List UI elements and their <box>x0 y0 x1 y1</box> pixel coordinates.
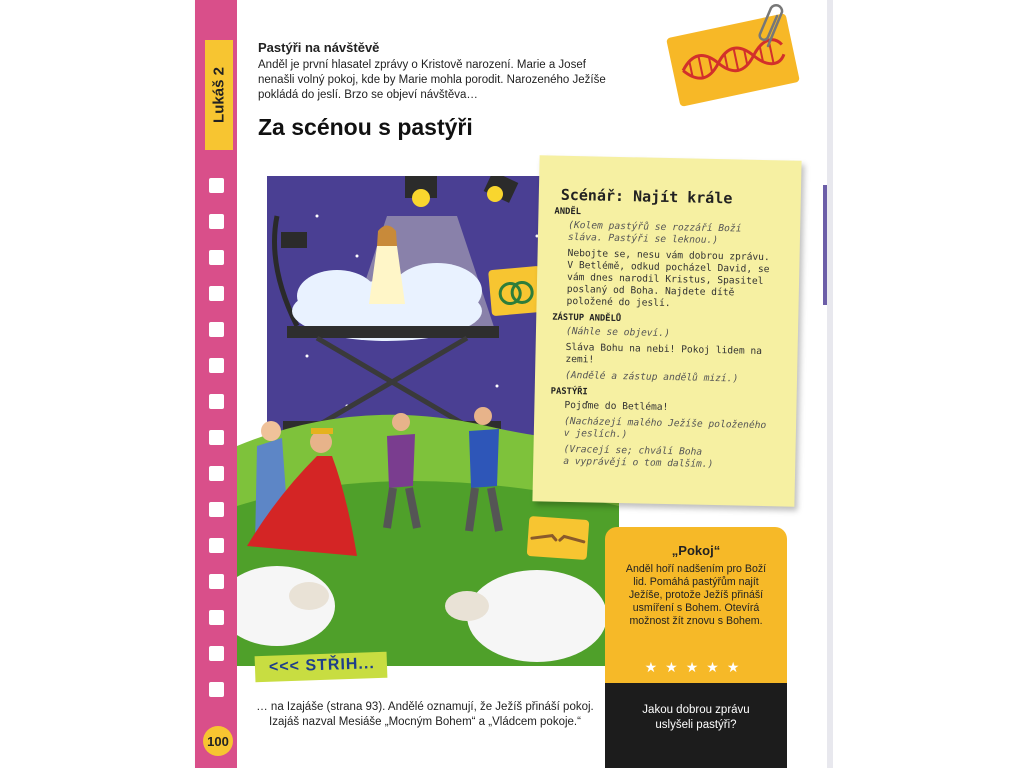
intro-line: Anděl je první hlasatel zprávy o Kristově narození. Marie a Josef <box>258 59 586 71</box>
intro-title: Pastýři na návštěvě <box>258 40 380 55</box>
footer-line: … na Izajáše (strana 93). Andělé oznamují, že Ježíš přináší pokoj. <box>256 701 594 713</box>
film-hole <box>209 250 224 265</box>
question-line: uslyšeli pastýři? <box>655 719 737 731</box>
script-role: ZÁSTUP ANDĚLŮ <box>552 312 622 325</box>
film-hole <box>209 178 224 193</box>
script-line-text: vám dnes narodil Kristus, Spasitel <box>566 271 764 288</box>
film-hole <box>209 538 224 553</box>
chapter-label <box>205 40 233 150</box>
cut-bar <box>255 652 388 683</box>
info-box <box>605 527 787 683</box>
info-box-line: Anděl hoří nadšením pro Boží <box>625 563 767 575</box>
cameraman <box>387 434 415 488</box>
stage-direction <box>549 444 781 473</box>
film-hole <box>209 214 224 229</box>
hands-badge <box>527 516 590 560</box>
film-hole <box>209 430 224 445</box>
script-line <box>551 342 783 371</box>
film-hole <box>209 502 224 517</box>
script-line-text: V Betlémě, odkud pocházel David, se <box>567 259 770 276</box>
script-line: Pojďme do Betléma! <box>564 399 669 414</box>
film-hole <box>209 358 224 373</box>
intro-line: nenašli volný pokoj, kde by Marie mohla porodit. Narozeného Ježíše <box>258 74 606 86</box>
stage-direction-line: (Kolem pastýřů se rozzáří Boží <box>568 219 742 235</box>
question-line: Jakou dobrou zprávu <box>642 704 750 716</box>
info-box-line: možnost žít znovu s Bohem. <box>629 615 763 627</box>
film-hole <box>209 646 224 661</box>
star-rating: ★★★★★ <box>644 659 748 675</box>
script-role: PASTÝŘI <box>550 386 588 398</box>
info-box-line: lid. Pomáhá pastýřům najít <box>633 576 759 588</box>
film-hole <box>209 466 224 481</box>
footer-text <box>255 700 595 730</box>
main-heading: Za scénou s pastýři <box>258 114 473 140</box>
script-note <box>532 155 801 506</box>
stage-direction-line: (Nacházejí malého Ježíše položeného <box>563 415 767 432</box>
script-line-text: poslaný od Boha. Najdete dítě <box>566 283 735 299</box>
footer-line: Izajáš nazval Mesiáše „Mocným Bohem“ a „Vládcem pokoje.“ <box>269 716 581 728</box>
stage-direction <box>550 416 782 445</box>
script-line-text: položené do jeslí. <box>566 295 671 310</box>
info-box-line: Ježíše, protože Ježíš přináší <box>628 589 764 601</box>
stage-direction <box>554 220 786 249</box>
info-box-title: „Pokoj“ <box>671 543 721 558</box>
hands-icon <box>527 516 590 560</box>
intro-text <box>258 58 658 103</box>
script-angel <box>549 206 787 477</box>
stage-direction-line: a vyprávějí o tom dalším.) <box>563 455 714 470</box>
script-line <box>552 248 785 313</box>
film-hole <box>209 286 224 301</box>
intro-line: pokládá do jeslí. Brzo se objeví návštěva… <box>258 89 478 101</box>
film-hole <box>209 682 224 697</box>
stage-direction: (Andělé a zástup andělů mizí.) <box>564 369 739 385</box>
page-number: 100 <box>203 726 233 756</box>
script-line-text: zemi! <box>565 353 595 366</box>
question-box <box>605 683 787 768</box>
page-edge <box>827 0 833 768</box>
camera <box>281 232 307 248</box>
stage-direction-line: (Vracejí se; chválí Boha <box>563 443 703 458</box>
film-hole <box>209 394 224 409</box>
info-box-line: usmíření s Bohem. Otevírá <box>632 602 760 614</box>
stagehand <box>469 429 499 488</box>
info-box-text <box>619 563 773 628</box>
paperclip-icon <box>758 2 790 50</box>
chapter-label-text: Lukáš 2 <box>210 67 228 123</box>
film-hole <box>209 574 224 589</box>
sheep <box>467 570 607 662</box>
script-line-text: Nebojte se, nesu vám dobrou zprávu. <box>567 247 770 264</box>
film-hole <box>209 322 224 337</box>
film-hole <box>209 610 224 625</box>
cut-label: <<< STŘIH... <box>268 655 376 676</box>
stage-direction-line: sláva. Pastýři se leknou.) <box>567 231 719 247</box>
script-title: Scénář: Najít krále <box>560 185 733 208</box>
question-text <box>615 703 777 733</box>
stage-direction-line: v jeslích.) <box>563 427 628 441</box>
script-line-text: Sláva Bohu na nebi! Pokoj lidem na <box>565 341 763 357</box>
stage-direction: (Náhle se objeví.) <box>565 325 671 340</box>
script-role: ANDĚL <box>554 206 582 218</box>
